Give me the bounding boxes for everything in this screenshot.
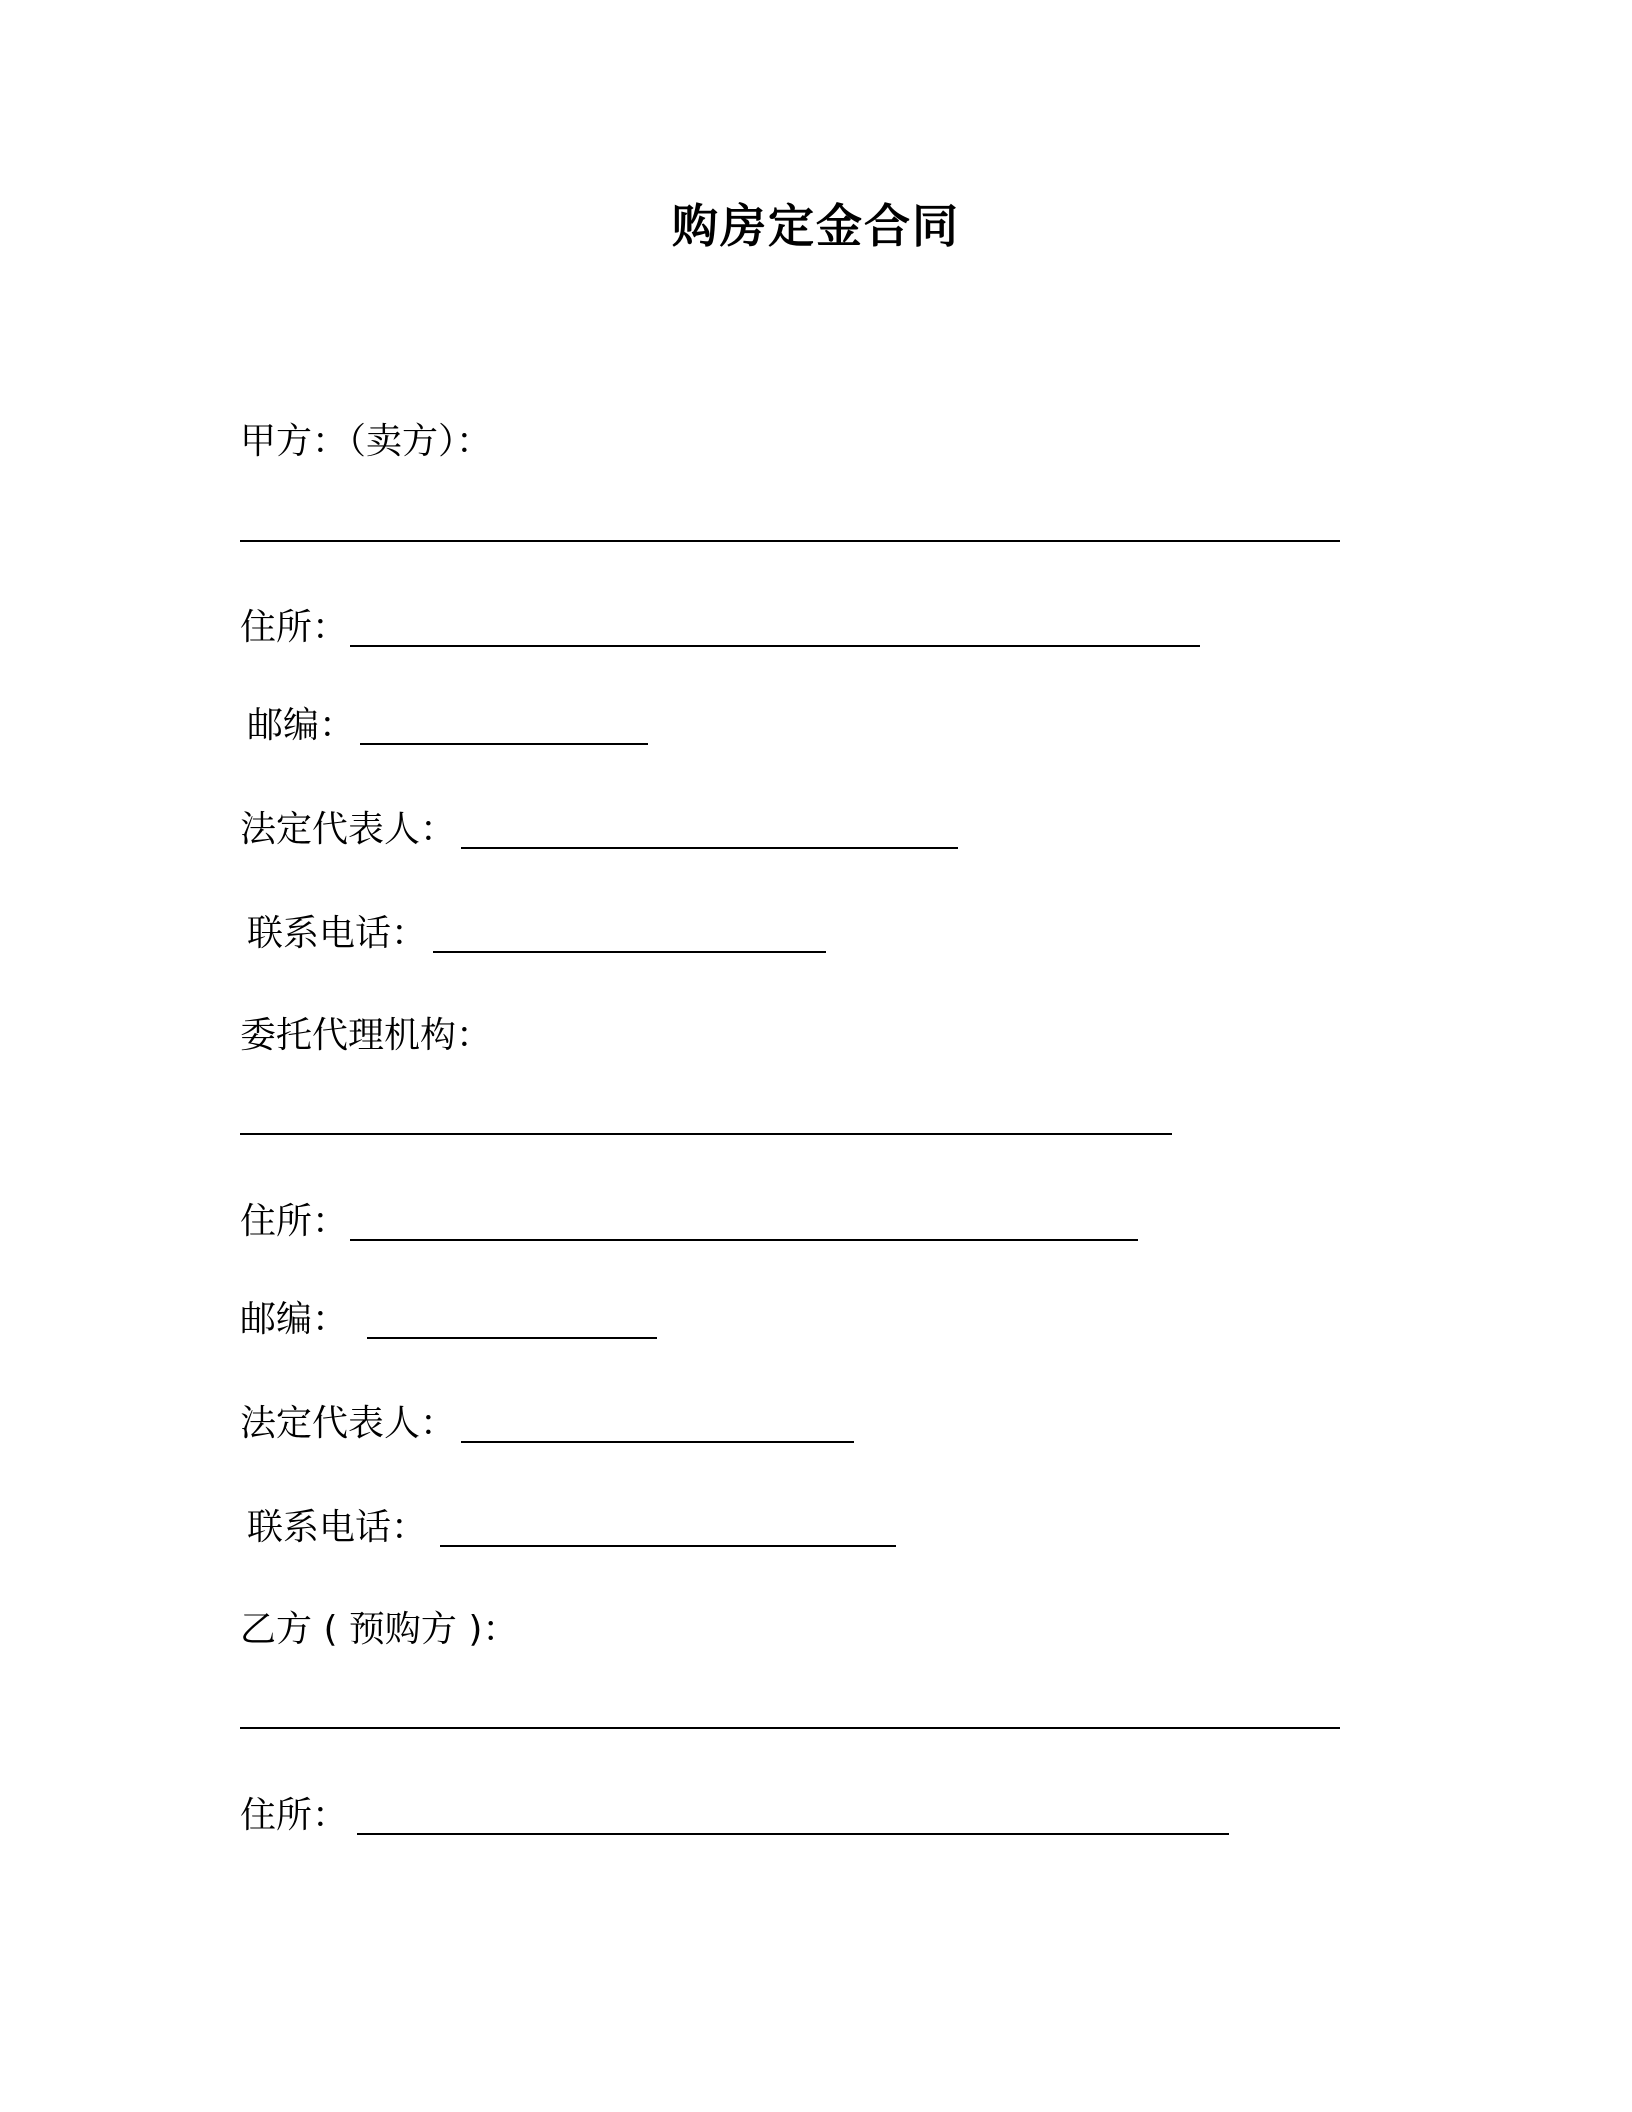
agency-legal-rep-label: 法定代表人： [240, 1403, 457, 1444]
party-a-address-blank[interactable] [350, 645, 1200, 647]
party-b-name-blank[interactable] [240, 1727, 1340, 1729]
agency-phone-label: 联系电话： [247, 1507, 428, 1548]
party-a-address-label: 住所： [240, 607, 349, 648]
agency-legal-rep-blank[interactable] [461, 1441, 854, 1443]
party-a-heading: 甲方：（卖方）： [240, 421, 493, 462]
agency-postcode-label: 邮编： [240, 1299, 349, 1340]
agency-phone-blank[interactable] [440, 1545, 896, 1547]
party-a-phone-blank[interactable] [433, 951, 826, 953]
party-a-legal-rep-blank[interactable] [461, 847, 958, 849]
party-a-legal-rep-label: 法定代表人： [240, 809, 457, 850]
party-a-postcode-label: 邮编： [247, 705, 356, 746]
document-title: 购房定金合同 [672, 199, 960, 253]
agency-address-blank[interactable] [350, 1239, 1138, 1241]
agency-name-blank[interactable] [240, 1133, 1172, 1135]
party-a-name-blank[interactable] [240, 540, 1340, 542]
agency-heading: 委托代理机构： [240, 1015, 493, 1056]
agency-postcode-blank[interactable] [367, 1337, 657, 1339]
party-a-phone-label: 联系电话： [247, 913, 428, 954]
party-b-heading: 乙方 ( 预购方 )： [240, 1609, 519, 1650]
party-a-postcode-blank[interactable] [360, 743, 648, 745]
party-b-address-label: 住所： [240, 1795, 349, 1836]
party-b-address-blank[interactable] [357, 1833, 1229, 1835]
agency-address-label: 住所： [240, 1201, 349, 1242]
